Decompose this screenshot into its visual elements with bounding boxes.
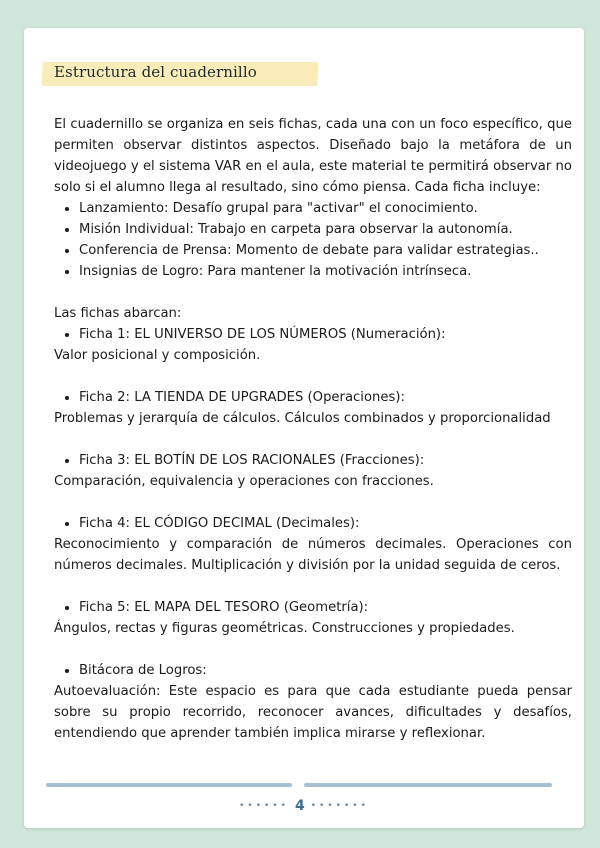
component-item: • Conferencia de Prensa: Momento de debate para validar estrategias.. <box>79 240 572 261</box>
ficha-1-description: Valor posicional y composición. <box>54 348 261 363</box>
component-item: • Insignias de Logro: Para mantener la motivación intrínseca. <box>79 261 572 282</box>
page-sheet <box>24 28 584 828</box>
footer-line-right <box>304 783 552 787</box>
section-title-block <box>42 60 320 88</box>
ficha-4-title-list <box>54 513 572 534</box>
ficha-5-title-list <box>54 597 572 618</box>
page-footer <box>24 795 584 815</box>
page-title: Estructura del cuadernillo <box>54 63 257 81</box>
body-content <box>54 114 572 744</box>
ficha-2-description: Problemas y jerarquía de cálculos. Cálculos combinados y proporcionalidad <box>54 411 551 426</box>
bitacora-title: • Bitácora de Logros: <box>79 660 572 681</box>
ficha-2-title: • Ficha 2: LA TIENDA DE UPGRADES (Operaciones): <box>79 387 572 408</box>
bitacora-description: Autoevaluación: Este espacio es para que cada estudiante pueda pensar sobre su propio recorrido, reconocer avances, dificultades y desafíos, entendiendo que aprender también implica mirarse y reflexionar. <box>54 684 572 741</box>
intro-paragraph: El cuadernillo se organiza en seis fichas, cada una con un foco específico, que permiten observar distintos aspectos. Diseñado bajo la metáfora de un videojuego y el sistema VAR en el aula, este material te permitirá observar no solo si el alumno llega al resultado, sino cómo piensa. Cada ficha incluye: <box>54 117 572 195</box>
page-number: 4 <box>294 797 305 814</box>
components-list <box>54 198 572 282</box>
ficha-5-title: • Ficha 5: EL MAPA DEL TESORO (Geometría): <box>79 597 572 618</box>
ficha-3-title: • Ficha 3: EL BOTÍN DE LOS RACIONALES (Fracciones): <box>79 450 572 471</box>
ficha-1-title: • Ficha 1: EL UNIVERSO DE LOS NÚMEROS (Numeración): <box>79 324 572 345</box>
ficha-4-title: • Ficha 4: EL CÓDIGO DECIMAL (Decimales): <box>79 513 572 534</box>
ficha-4-description: Reconocimiento y comparación de números decimales. Operaciones con números decimales. Multiplicación y división por la unidad seguida de ceros. <box>54 537 572 573</box>
footer-dots-right: ••••••• <box>310 800 369 811</box>
footer-divider <box>46 783 552 789</box>
component-item: • Lanzamiento: Desafío grupal para "activar" el conocimiento. <box>79 198 572 219</box>
fichas-heading: Las fichas abarcan: <box>54 306 182 321</box>
footer-line-left <box>46 783 292 787</box>
ficha-3-title-list <box>54 450 572 471</box>
component-item: • Misión Individual: Trabajo en carpeta para observar la autonomía. <box>79 219 572 240</box>
ficha-3-description: Comparación, equivalencia y operaciones con fracciones. <box>54 474 434 489</box>
ficha-5-description: Ángulos, rectas y figuras geométricas. Construcciones y propiedades. <box>54 621 515 636</box>
bitacora-title-list <box>54 660 572 681</box>
ficha-1-title-list <box>54 324 572 345</box>
footer-dots-left: •••••• <box>239 800 289 811</box>
ficha-2-title-list <box>54 387 572 408</box>
